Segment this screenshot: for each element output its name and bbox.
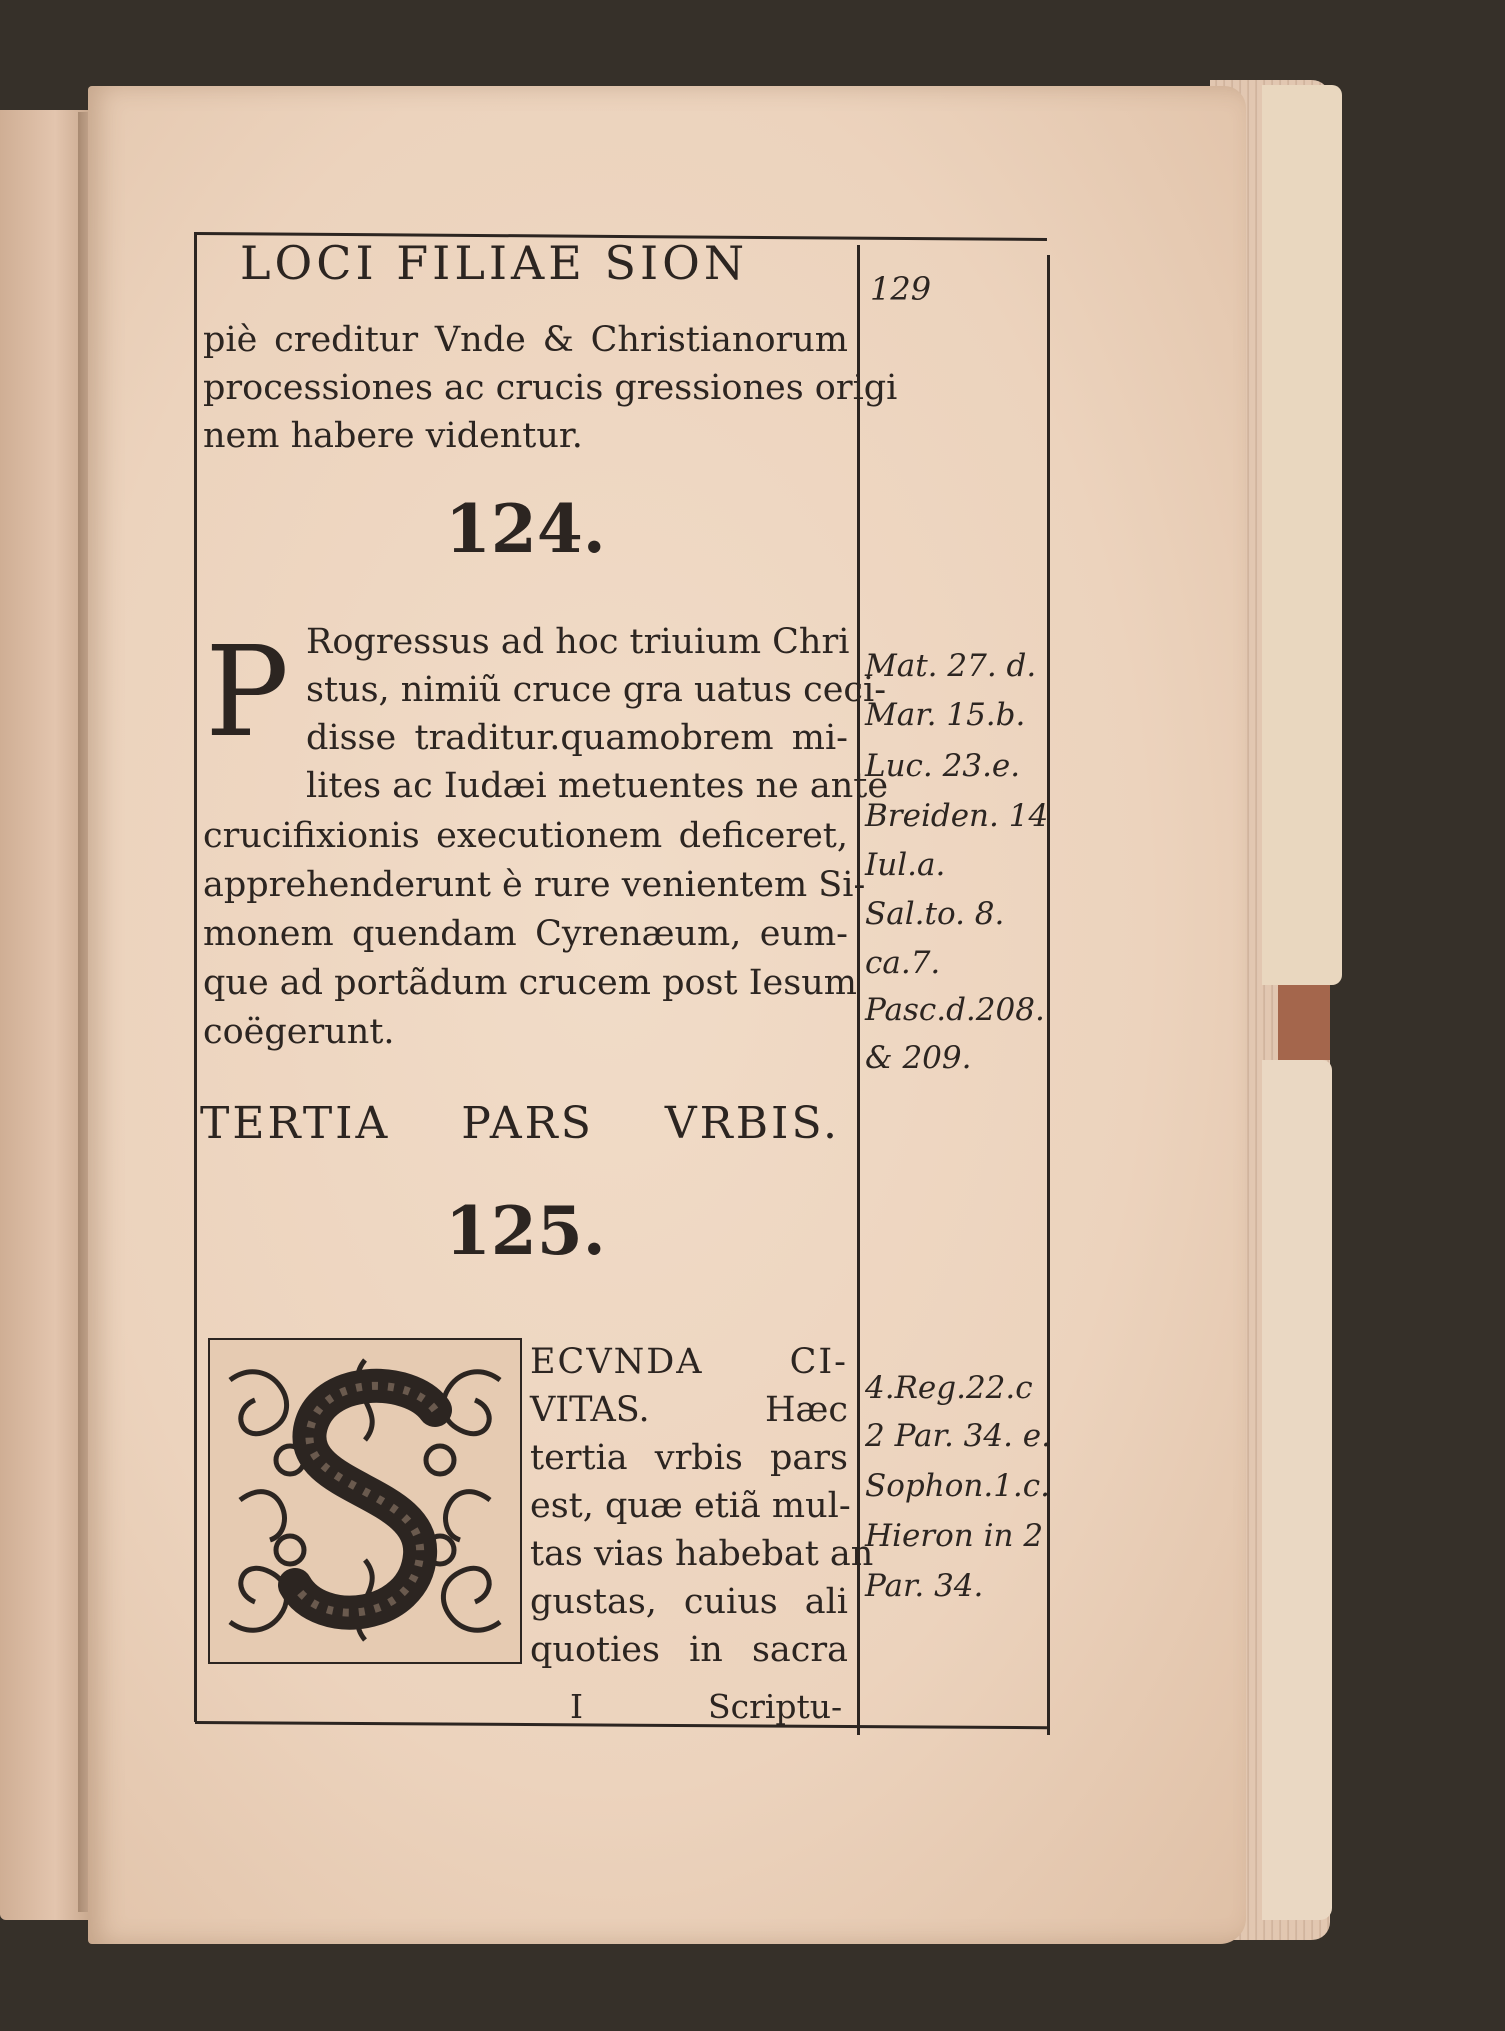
text-line: Rogressus ad hoc triuium Chri (306, 622, 850, 662)
text-line: nem habere videntur. (203, 416, 583, 456)
margin-note: Mat. 27. d. (865, 648, 1037, 684)
text-line: tas vias habebat an (530, 1534, 874, 1574)
margin-note: 2 Par. 34. e. (865, 1418, 1051, 1454)
page-number: 129 (870, 270, 932, 308)
text-line: processiones ac crucis gressiones origi (203, 368, 898, 408)
margin-note: Iul.a. (865, 847, 946, 883)
text-line: coëgerunt. (203, 1012, 395, 1052)
text-line: lites ac Iudæi metuentes ne ante (306, 766, 889, 806)
margin-note: Hieron in 2 (865, 1518, 1044, 1554)
signature-mark: I (570, 1687, 584, 1726)
text-line: monem quendam Cyrenæum, eum- (203, 914, 848, 954)
margin-note: Breiden. 14 (865, 798, 1049, 834)
paper-tab-red (1278, 985, 1330, 1060)
text-line: tertia vrbis pars (530, 1438, 848, 1478)
margin-note: ca.7. (865, 945, 941, 981)
margin-note: 4.Reg.22.c (865, 1370, 1033, 1406)
text-line: crucifixionis executionem deficeret, (203, 816, 848, 856)
margin-note: Sophon.1.c. (865, 1468, 1050, 1504)
ornamental-initial (208, 1338, 522, 1664)
text-line: VITAS. Hæc (530, 1390, 848, 1430)
text-line: disse traditur.quamobrem mi- (306, 718, 848, 758)
section-number: 125. (445, 1192, 606, 1270)
text-line: ECVNDA CI- (530, 1342, 848, 1382)
text-line: que ad portãdum crucem post Iesum (203, 963, 857, 1003)
frame-rule-margin (857, 245, 860, 1735)
margin-note: Sal.to. 8. (865, 896, 1005, 932)
paper-tab-upper (1262, 85, 1342, 985)
catchword: Scriptu- (708, 1687, 843, 1726)
margin-note: Luc. 23.e. (865, 748, 1021, 784)
text-line: gustas, cuius ali (530, 1582, 848, 1622)
margin-note: & 209. (865, 1040, 972, 1076)
frame-rule-left (194, 232, 197, 1722)
frame-rule-right (1047, 255, 1050, 1735)
text-line: est, quæ etiã mul- (530, 1486, 851, 1526)
text-line: piè creditur Vnde & Christianorum (203, 320, 848, 360)
text-line: apprehenderunt è rure venientem Si- (203, 865, 866, 905)
section-heading: TERTIA PARS VRBIS. (200, 1098, 840, 1149)
drop-capital: P (205, 620, 290, 765)
margin-note: Pasc.d.208. (865, 992, 1045, 1028)
floral-ornament-icon (210, 1340, 520, 1662)
margin-note: Par. 34. (865, 1568, 984, 1604)
paper-tab-lower (1262, 1060, 1332, 1920)
running-head: LOCI FILIAE SION (240, 236, 749, 290)
margin-note: Mar. 15.b. (865, 697, 1026, 733)
text-line: quoties in sacra (530, 1630, 848, 1670)
section-number: 124. (445, 490, 606, 568)
text-line: stus, nimiũ cruce gra uatus ceci- (306, 670, 887, 710)
